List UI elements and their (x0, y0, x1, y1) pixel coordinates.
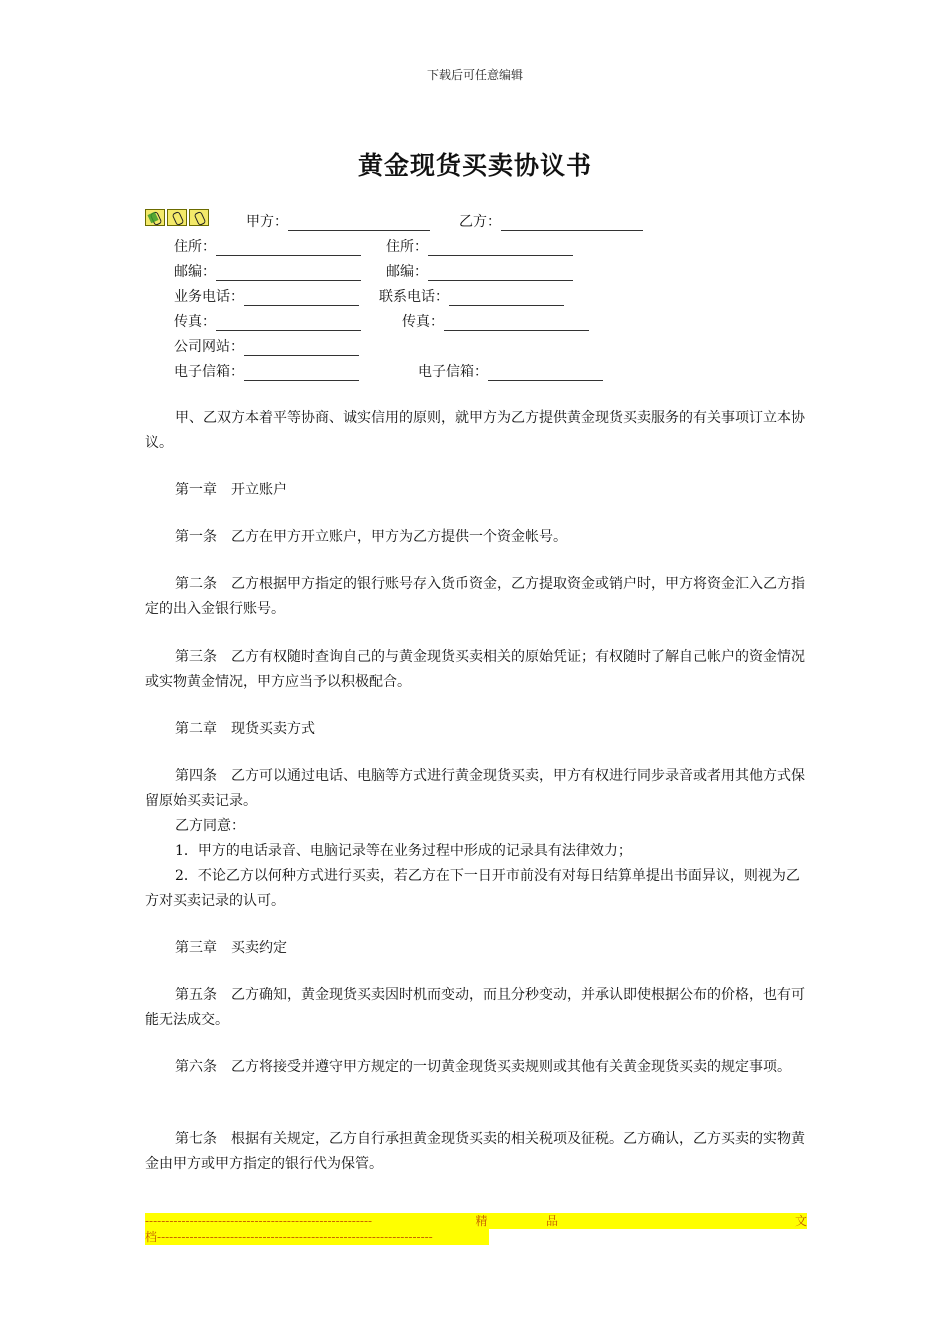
party-a-label: 甲方： (246, 214, 288, 230)
party-a-fax (174, 313, 361, 331)
party-b-address-label: 住所： (386, 239, 428, 255)
party-a-postcode-blank[interactable] (216, 266, 361, 281)
party-b-phone-blank[interactable] (449, 291, 564, 306)
footer-line-2 (145, 1229, 433, 1245)
page-footer (145, 1213, 807, 1245)
party-b-label: 乙方： (459, 214, 501, 230)
party-b-phone-label: 联系电话： (379, 289, 449, 305)
party-a-postcode (174, 263, 361, 281)
toolbar-icon-2[interactable] (167, 209, 187, 226)
agree-label: 乙方同意： (175, 818, 245, 834)
footer-char: 档 (145, 1230, 158, 1244)
party-a-phone-blank[interactable] (244, 291, 359, 306)
article-4: 第四条 乙方可以通过电话、电脑等方式进行黄金现货买卖，甲方有权进行同步录音或者用其他方式保留原始买卖记录。 (145, 768, 805, 809)
party-b-blank[interactable] (501, 216, 643, 231)
article-7: 第七条 根据有关规定，乙方自行承担黄金现货买卖的相关税项及征税。乙方确认，乙方买卖的实物黄金由甲方或甲方指定的银行代为保管。 (145, 1131, 805, 1172)
party-a-email-blank[interactable] (244, 366, 359, 381)
party-a-blank[interactable] (288, 216, 430, 231)
party-a-fax-blank[interactable] (216, 316, 361, 331)
party-b-fax-label: 传真： (402, 314, 444, 330)
party-a-address (174, 238, 361, 256)
footer-spacer (616, 1213, 736, 1229)
party-b-postcode-label: 邮编： (386, 264, 428, 280)
intro-paragraph: 甲、乙双方本着平等协商、诚实信用的原则，就甲方为乙方提供黄金现货买卖服务的有关事项订立本协议。 (145, 410, 805, 451)
footer-line-1 (145, 1213, 807, 1229)
party-a-address-label: 住所： (174, 239, 216, 255)
chapter-3-heading: 第三章 买卖约定 (175, 940, 287, 956)
article-1: 第一条 乙方在甲方开立账户，甲方为乙方提供一个资金帐号。 (175, 529, 567, 545)
toolbar-icon-3[interactable] (189, 209, 209, 226)
party-b-email-label: 电子信箱： (418, 364, 488, 380)
party-a-email-label: 电子信箱： (174, 364, 244, 380)
footer-char: 文 (794, 1214, 807, 1228)
party-b-postcode (386, 263, 573, 281)
party-a-fax-label: 传真： (174, 314, 216, 330)
page-header: 下载后可任意编辑 (426, 68, 523, 82)
toolbar-icons (145, 209, 209, 226)
party-a-phone-label: 业务电话： (174, 289, 244, 305)
article-2: 第二条 乙方根据甲方指定的银行账号存入货币资金，乙方提取资金或销户时，甲方将资金汇入乙方指定的出入金银行账号。 (145, 576, 805, 617)
party-a-website (174, 338, 359, 356)
party-b-phone (379, 288, 564, 306)
party-b-address-blank[interactable] (428, 241, 573, 256)
party-b-postcode-blank[interactable] (428, 266, 573, 281)
party-a-address-blank[interactable] (216, 241, 361, 256)
party-b-row (459, 213, 643, 231)
party-a-email (174, 363, 359, 381)
document-title: 黄金现货买卖协议书 (357, 151, 592, 180)
party-a-phone (174, 288, 359, 306)
party-b-email (418, 363, 603, 381)
toolbar-icon-1[interactable] (145, 209, 165, 226)
party-a-postcode-label: 邮编： (174, 264, 216, 280)
article-6: 第六条 乙方将接受并遵守甲方规定的一切黄金现货买卖规则或其他有关黄金现货买卖的规定事项。 (175, 1059, 791, 1075)
article-5: 第五条 乙方确知，黄金现货买卖因时机而变动，而且分秒变动，并承认即使根据公布的价格，也有可能无法成交。 (145, 987, 805, 1028)
party-b-fax (402, 313, 589, 331)
party-a-row (246, 213, 430, 231)
party-b-address (386, 238, 573, 256)
footer-char: 品 (545, 1214, 558, 1228)
chapter-1-heading: 第一章 开立账户 (175, 482, 287, 498)
party-a-website-blank[interactable] (244, 341, 359, 356)
article-3: 第三条 乙方有权随时查询自己的与黄金现货买卖相关的原始凭证；有权随时了解自己帐户的资金情况或实物黄金情况，甲方应当予以积极配合。 (145, 649, 805, 690)
list-item-2: 2．不论乙方以何种方式进行买卖，若乙方在下一日开市前没有对每日结算单提出书面异议，则视为乙方对买卖记录的认可。 (145, 868, 800, 909)
party-b-fax-blank[interactable] (444, 316, 589, 331)
footer-dashes: -------------------------------------------------------- (145, 1214, 373, 1228)
list-item-1: 1．甲方的电话录音、电脑记录等在业务过程中形成的记录具有法律效力； (175, 843, 632, 859)
footer-dashes: -------------------------------------------------------------------- (157, 1230, 433, 1244)
party-b-email-blank[interactable] (488, 366, 603, 381)
footer-char: 精 (475, 1214, 488, 1228)
chapter-2-heading: 第二章 现货买卖方式 (175, 721, 315, 737)
party-a-website-label: 公司网站： (174, 339, 244, 355)
